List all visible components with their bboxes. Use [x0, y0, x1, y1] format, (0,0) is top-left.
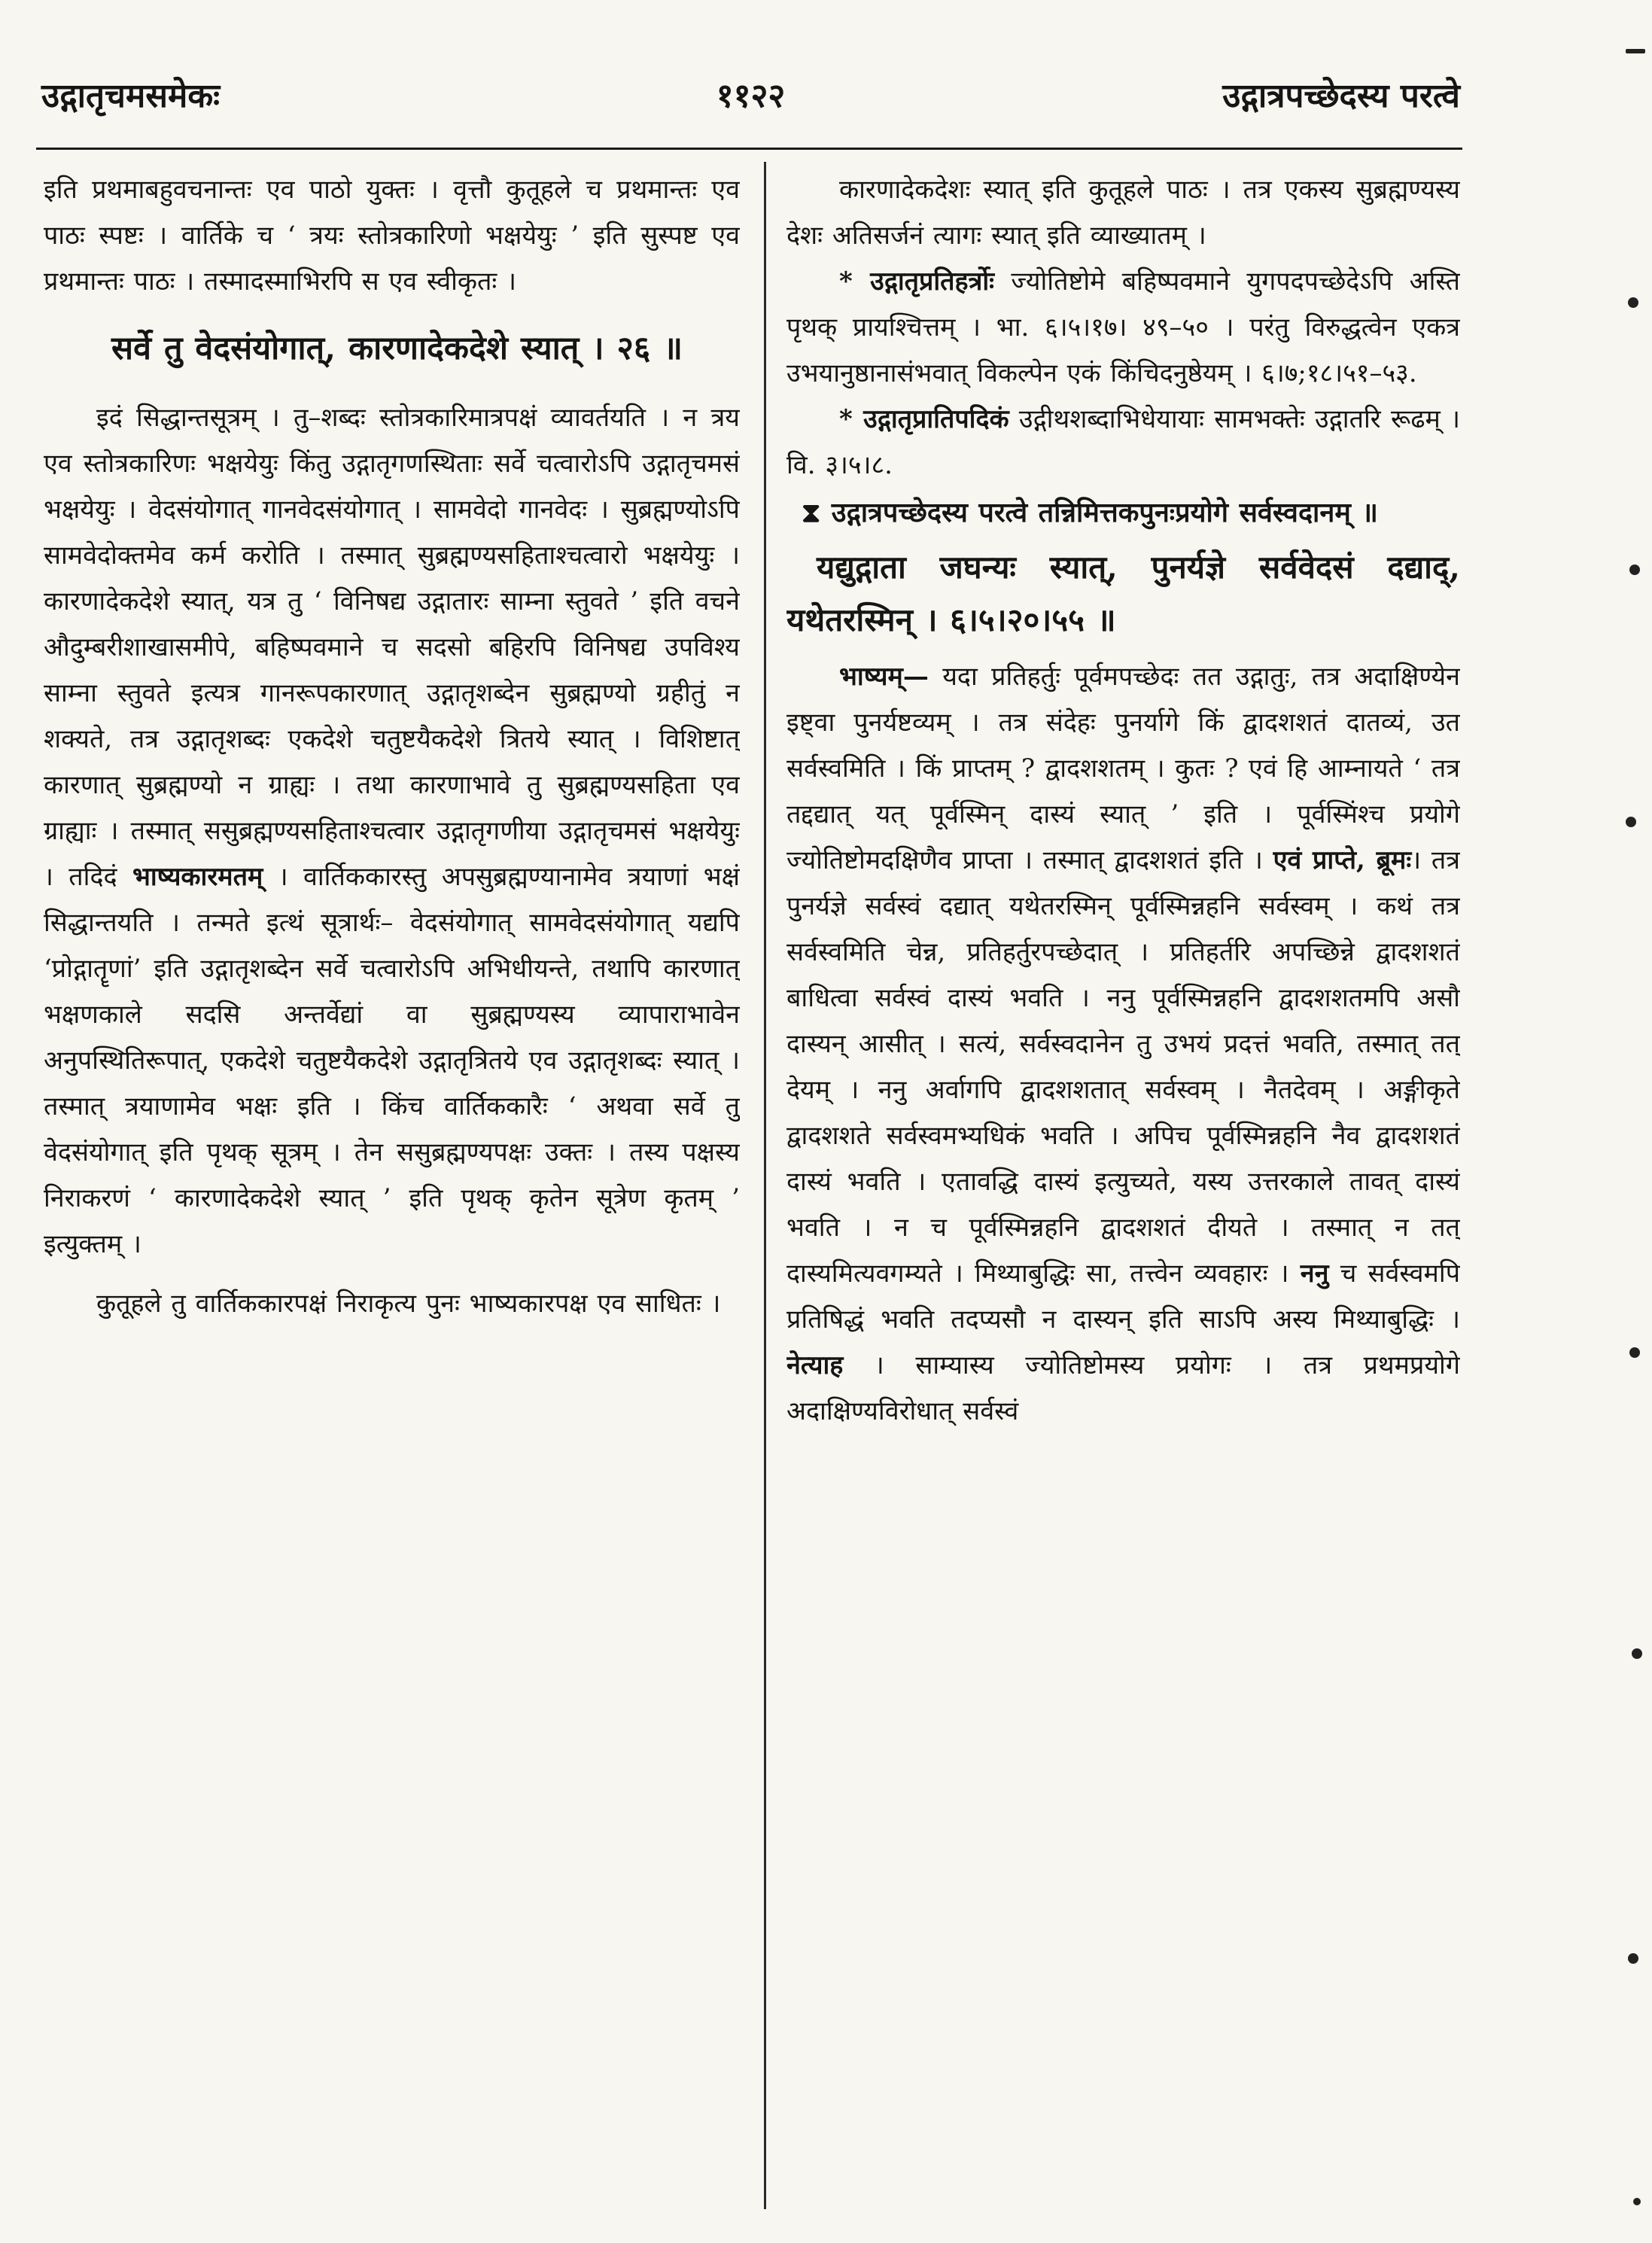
page-number: ११२२ [716, 77, 786, 115]
bhashya-bold-1: एवं प्राप्ते, ब्रूमः [1273, 845, 1412, 875]
sutra-26: सर्वे तु वेदसंयोगात्, कारणादेकदेशे स्यात् । २६ ॥ [111, 330, 683, 367]
scan-mark [1626, 49, 1645, 53]
bhashya-label: भाष्यम्— [839, 662, 929, 692]
bhashya [786, 654, 1460, 1435]
bhashya-bold-3: नेत्याह [786, 1350, 844, 1380]
topic-heading: ⧗ उद्गात्रपच्छेदस्य परत्वे तन्निमित्तकपुनःप्रयोगे सर्वस्वदानम् ॥ [802, 497, 1378, 528]
scan-mark [1626, 817, 1636, 827]
right-note-1 [786, 259, 1460, 397]
left-column [44, 167, 740, 2214]
bhashya-text-4: । साम्यास्य ज्योतिष्टोमस्य प्रयोगः । तत्र प्रथमप्रयोगे अदाक्षिण्यविरोधात् सर्वस्वं [786, 1350, 1460, 1426]
right-note-1-head: * उद्गातृप्रतिहर्त्रोः [839, 266, 995, 297]
bhashyakara-matam: भाष्यकारमतम् [132, 862, 263, 892]
right-column [786, 167, 1460, 2214]
left-p2-tail: । वार्तिककारस्तु अपसुब्रह्मण्यानामेव त्रयाणां भक्षं सिद्धान्तयति । तन्मते इत्थं सूत्रार्थः– वेदसंयोगात् सामवेदसंयोगात् यद्यपि ‘प्रोद्गातॄणां’ इति उद्गातृशब्देन सर्वे चत्वारोऽपि अभिधीयन्ते, तथापि कारणात् भक्षणकाले सदसि अन्तर्वेद्यां वा सुब्रह्मण्यस्य व्यापाराभावेन अनुपस्थितिरूपात्, एकदेशे चतुष्टयैकदेशे उद्गातृत्रितये एव उद्गातृशब्दः स्यात् । तस्मात् त्रयाणामेव भक्षः इति । किंच वार्तिककारैः ‘ अथवा सर्वे तु वेदसंयोगात् इति पृथक् सूत्रम् । तेन ससुब्रह्मण्यपक्षः उक्तः । तस्य पक्षस्य निराकरणं ‘ कारणादेकदेशे स्यात् ’ इति पृथक् कृतेन सूत्रेण कृतम् ’ इत्युक्तम् । [44, 862, 740, 1259]
right-note-1-text: ज्योतिष्टोमे बहिष्पवमाने युगपदपच्छेदेऽपि अस्ति पृथक् प्रायश्चित्तम् । भा. ६।५।१७। ४९–५० । परंतु विरुद्धत्वेन एकत्र उभयानुष्ठानासंभवात् विकल्पेन एकं किंचिदनुष्ठेयम् । ६।७;१८।५१–५३. [786, 266, 1460, 388]
bhashya-text-2: । तत्र पुनर्यज्ञे सर्वस्वं दद्यात् यथेतरस्मिन् पूर्वस्मिन्नहनि सर्वस्वम् । कथं तत्र सर्वस्वमिति चेन्न, प्रतिहर्तुरपच्छेदात् । प्रतिहर्तरि अपच्छिन्ने द्वादशशतं बाधित्वा सर्वस्वं दास्यं भवति । ननु पूर्वस्मिन्नहनि द्वादशशतमपि असौ दास्यन् आसीत् । सत्यं, सर्वस्वदानेन तु उभयं प्रदत्तं भवति, तस्मात् तत् देयम् । ननु अर्वागपि द्वादशशतात् सर्वस्वम् । नैतदेवम् । अङ्गीकृते द्वादशशते सर्वस्वमभ्यधिकं भवति । अपिच पूर्वस्मिन्नहनि नैव द्वादशशतं दास्यं भवति । एतावद्धि दास्यं इत्युच्यते, यस्य उत्तरकाले तावत् दास्यं भवति । न च पूर्वस्मिन्नहनि द्वादशशतं दीयते । तस्मात् न तत् दास्यमित्यवगम्यते । मिथ्याबुद्धिः सा, तत्त्वेन व्यवहारः । [786, 845, 1460, 1289]
right-paragraph-1: कारणादेकदेशः स्यात् इति कुतूहले पाठः । तत्र एकस्य सुब्रह्मण्यस्य देशः अतिसर्जनं त्यागः स्यात् इति व्याख्यातम् । [786, 175, 1460, 251]
running-title-right: उद्गात्रपच्छेदस्य परत्वे [1222, 77, 1460, 115]
left-p2-text: इदं सिद्धान्तसूत्रम् । तु–शब्दः स्तोत्रकारिमात्रपक्षं व्यावर्तयति । न त्रय एव स्तोत्रकारिणः भक्षयेयुः किंतु उद्गातृगणस्थिताः सर्वे चत्वारोऽपि उद्गातृचमसं भक्षयेयुः । वेदसंयोगात् गानवेदसंयोगात् । सामवेदो गानवेदः । सुब्रह्मण्योऽपि सामवेदोक्तमेव कर्म करोति । तस्मात् सुब्रह्मण्यसहिताश्चत्वारो भक्षयेयुः । कारणादेकदेशे स्यात्, यत्र तु ‘ विनिषद्य उद्गातारः साम्ना स्तुवते ’ इति वचने औदुम्बरीशाखासमीपे, बहिष्पवमाने च सदसो बहिरपि विनिषद्य उपविश्य साम्ना स्तुवते इत्यत्र गानरूपकारणात् उद्गातृशब्देन सुब्रह्मण्यो ग्रहीतुं न शक्यते, तत्र उद्गातृशब्दः एकदेशे चतुष्टयैकदेशे त्रितये स्यात् । विशिष्टात् कारणात् सुब्रह्मण्यो न ग्राह्यः । तथा कारणाभावे तु सुब्रह्मण्यसहिता एव ग्राह्याः । तस्मात् ससुब्रह्मण्यसहिताश्चत्वार उद्गातृगणीया उद्गातृचमसं भक्षयेयुः । तदिदं [44, 403, 740, 892]
header-rule [36, 148, 1462, 150]
scan-mark [1629, 1347, 1640, 1358]
bhashya-text-3: च सर्वस्वमपि प्रतिषिद्धं भवति तदप्यसौ न दास्यन् इति साऽपि अस्य मिथ्याबुद्धिः । [786, 1258, 1460, 1335]
scan-mark [1632, 1648, 1642, 1659]
bhashya-bold-2: ननु [1300, 1258, 1329, 1289]
left-paragraph-3: कुतूहले तु वार्तिककारपक्षं निराकृत्य पुनः भाष्यकारपक्ष एव साधितः । [96, 1289, 721, 1319]
page-header [41, 72, 1460, 139]
running-title-left: उद्गातृचमसमेकः [41, 77, 221, 115]
right-note-2-head: * उद्गातृप्रातिपदिकं [839, 404, 1009, 434]
left-paragraph-1: इति प्रथमाबहुवचनान्तः एव पाठो युक्तः । वृत्तौ कुतूहले च प्रथमान्तः एव पाठः स्पष्टः । वार्तिके च ‘ त्रयः स्तोत्रकारिणो भक्षयेयुः ’ इति सुस्पष्ट एव प्रथमान्तः पाठः । तस्मादस्माभिरपि स एव स्वीकृतः । [44, 175, 740, 297]
bhashya-text-1: यदा प्रतिहर्तुः पूर्वमपच्छेदः तत उद्गातुः, तत्र अदाक्षिण्येन इष्ट्वा पुनर्यष्टव्यम् । तत्र संदेहः पुनर्यागे किं द्वादशशतं दातव्यं, उत सर्वस्वमिति । किं प्राप्तम् ? द्वादशशतम् । कुतः ? एवं हि आम्नायते ‘ तत्र तद्दद्यात् यत् पूर्वस्मिन् दास्यं स्यात् ’ इति । पूर्वस्मिंश्च प्रयोगे ज्योतिष्टोमदक्षिणैव प्राप्ता । तस्मात् द्वादशशतं इति । [786, 662, 1460, 875]
scan-mark [1628, 297, 1638, 308]
sutra-55: यद्युद्गाता जघन्यः स्यात्, पुनर्यज्ञे सर्ववेदसं दद्याद्, यथेतरस्मिन् । ६।५।२०।५५ ॥ [786, 549, 1460, 638]
scan-mark [1628, 1953, 1638, 1964]
scan-mark [1633, 2198, 1641, 2205]
right-note-2 [786, 397, 1460, 488]
right-note-2-text: उद्गीथशब्दाभिधेयायाः सामभक्तेः उद्गातरि रूढम् । वि. ३।५।८. [786, 404, 1460, 480]
column-divider [764, 162, 766, 2209]
left-paragraph-2 [44, 395, 740, 1268]
scan-mark [1629, 565, 1640, 575]
